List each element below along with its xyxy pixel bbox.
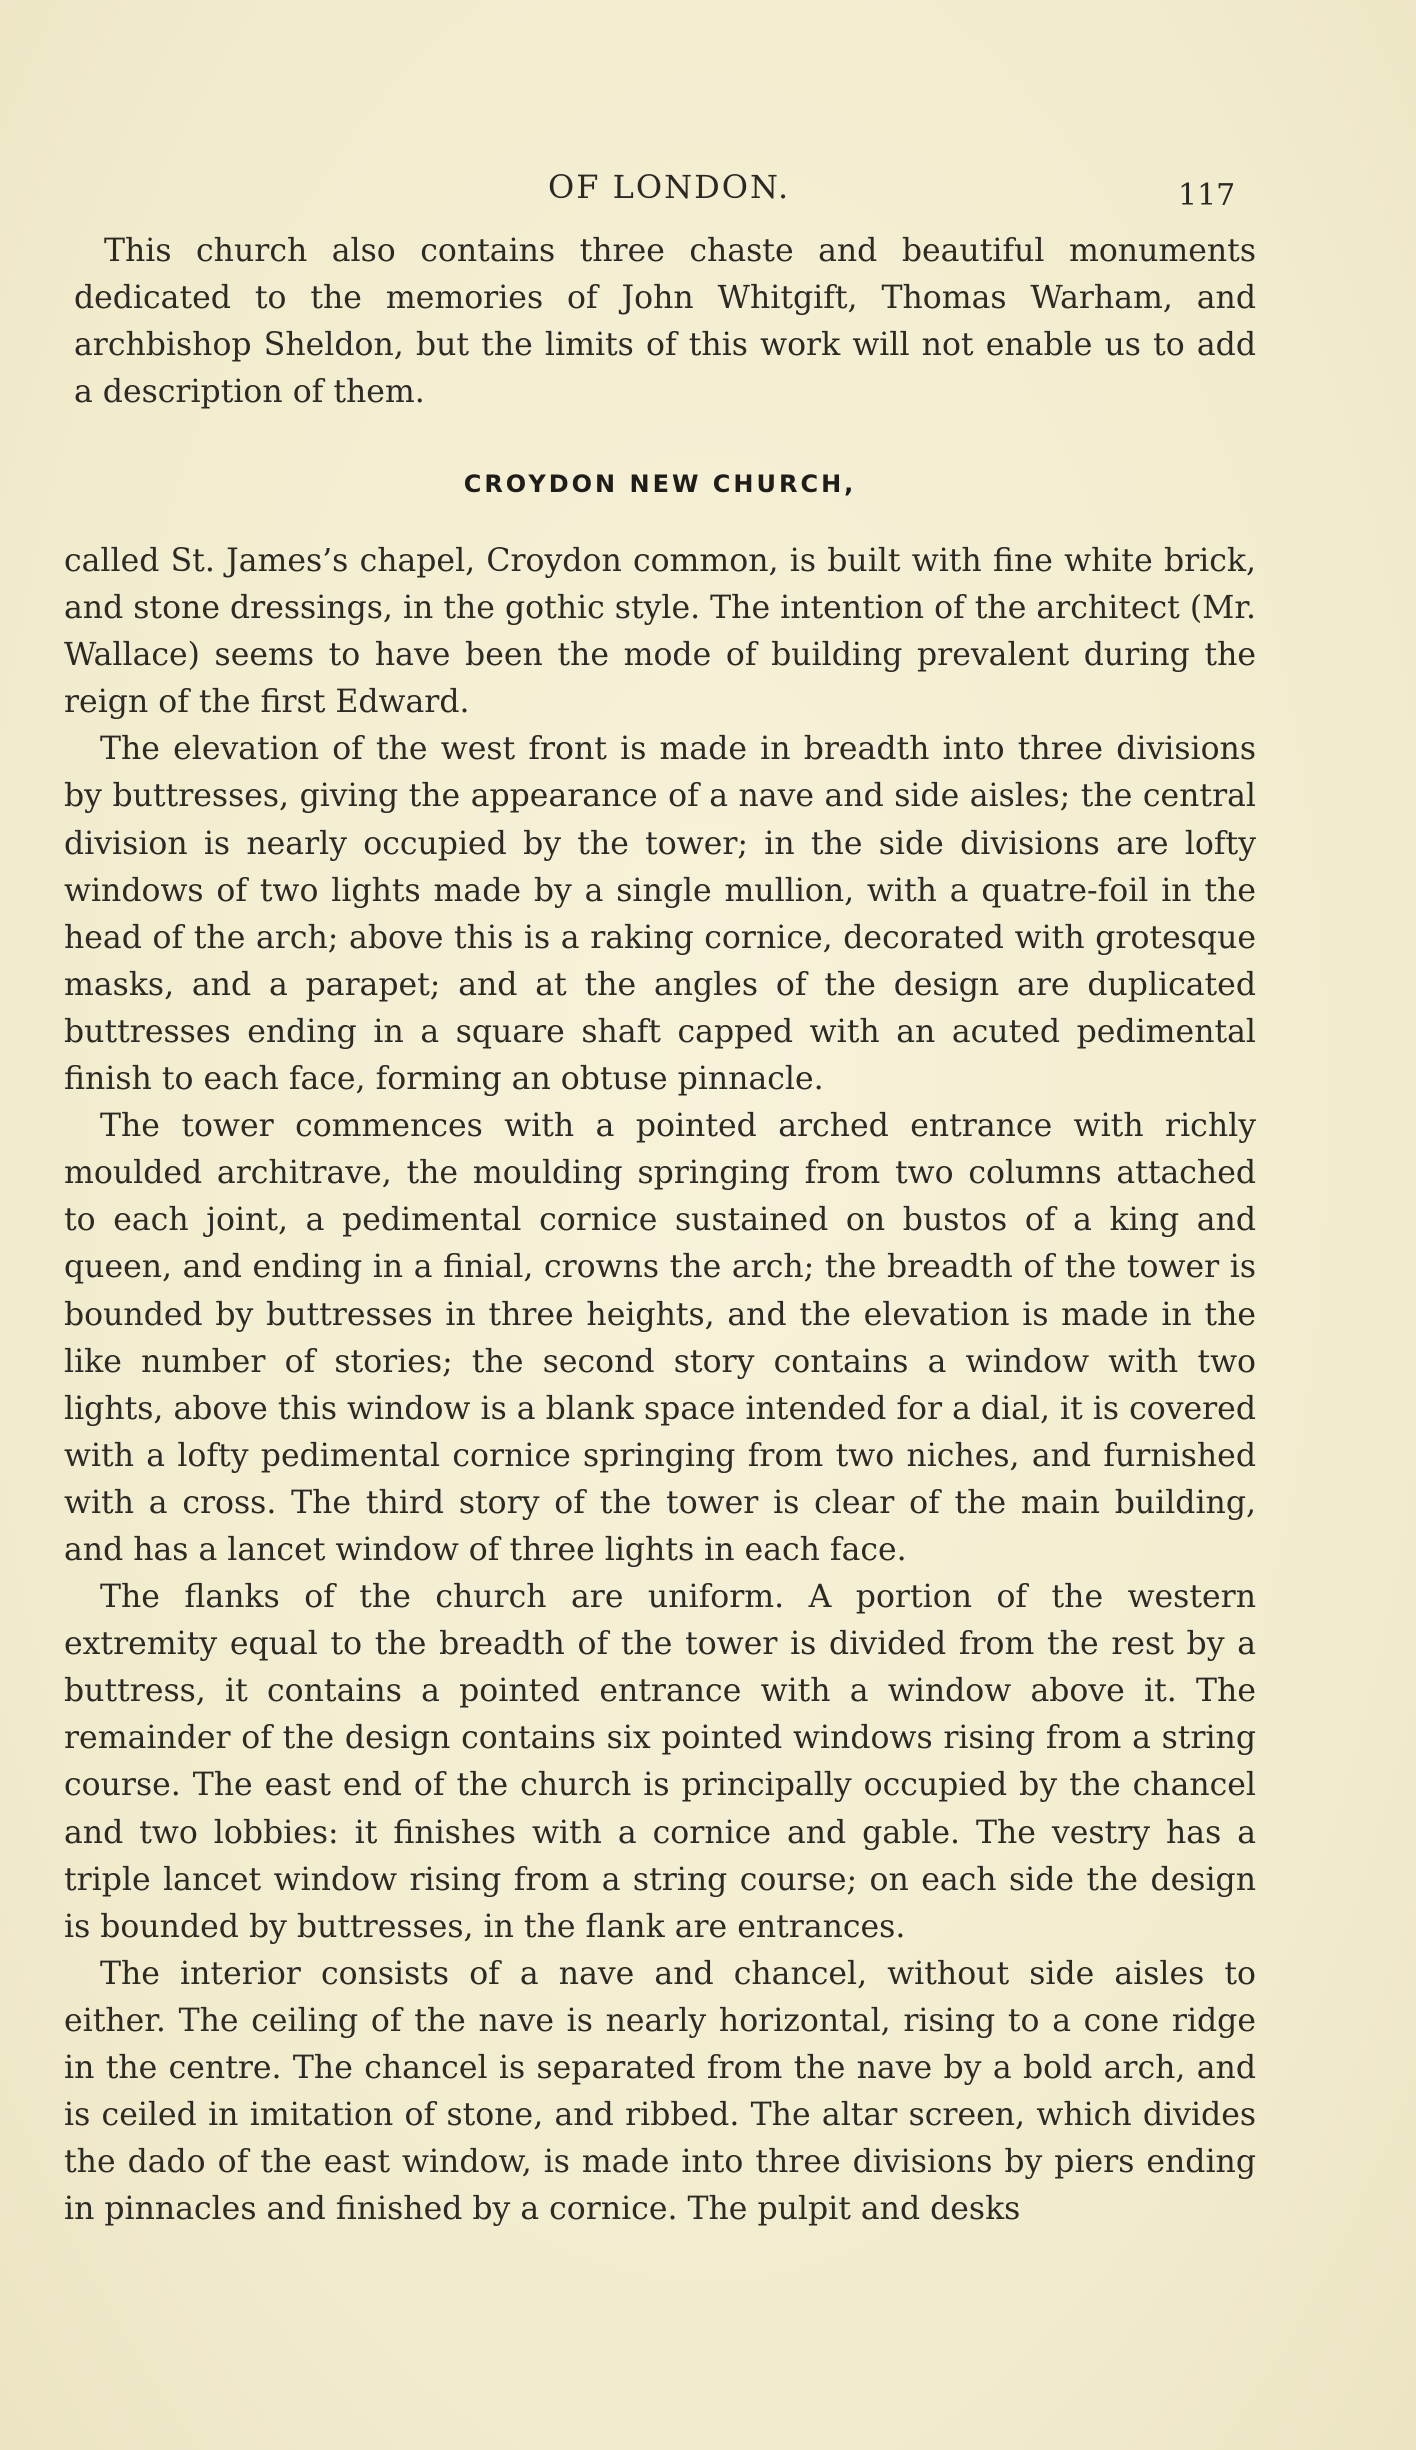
paragraph-4: The flanks of the church are uniform. A portion of the western extremity equal to the breadth of the tower is divided from the rest by a buttress, it contains a pointed entrance with a window above it. The remainder of the design contains six pointed windows rising from a string course. The east end of the church is principally occupied by the chancel and two lobbies: it finishes with a cornice and gable. The vestry has a triple lancet window rising from a string course; on each side the design is bounded by buttresses, in the flank are entrances. (64, 1579, 1256, 1945)
paragraph-2: The elevation of the west front is made in breadth into three divisions by buttresses, giving the appearance of a nave and side aisles; the central division is nearly occupied by the tower; in the side divisions are lofty windows of two lights made by a single mullion, with a quatre-foil in the head of the arch; above this is a raking cornice, decorated with grotesque masks, and a parapet; and at the angles of the design are duplicated buttresses ending in a square shaft capped with an acuted pedimental finish to each face, forming an obtuse pinnacle. (64, 731, 1256, 1098)
running-title: OF LONDON. (548, 168, 791, 206)
paragraph-1: called St. James’s chapel, Croydon common, is built with fine white brick, and stone dressings, in the gothic style. The intention of the architect (Mr. Wallace) seems to have been the mode of building prevalent during the reign of the first Edward. (64, 543, 1256, 721)
paragraph-3: The tower commences with a pointed arched entrance with richly moulded architrave, the moulding springing from two columns attached to each joint, a pedimental cornice sustained on bustos of a king and queen, and ending in a finial, crowns the arch; the breadth of the tower is bounded by buttresses in three heights, and the elevation is made in the like number of stories; the second story contains a window with two lights, above this window is a blank space intended for a dial, it is covered with a lofty pedimental cornice springing from two niches, and furnished with a cross. The third story of the tower is clear of the main building, and has a lancet window of three lights in each face. (64, 1108, 1256, 1568)
paragraph-5: The interior consists of a nave and chancel, without side aisles to either. The ceiling of the nave is nearly horizontal, rising to a cone ridge in the centre. The chancel is separated from the nave by a bold arch, and is ceiled in imitation of stone, and ribbed. The altar screen, which divides the dado of the east window, is made into three divisions by piers ending in pinnacles and finished by a cornice. The pulpit and desks (64, 1955, 1256, 2228)
body-text (64, 228, 1256, 2233)
running-head (0, 168, 1416, 212)
opening-paragraph: This church also contains three chaste and beautiful monuments dedicated to the memories of John Whitgift, Thomas Warham, and archbishop Sheldon, but the limits of this work will not enable us to add a description of them. (74, 233, 1256, 410)
section-heading: CROYDON NEW CHURCH, (463, 470, 857, 498)
page-number: 117 (1178, 178, 1236, 213)
